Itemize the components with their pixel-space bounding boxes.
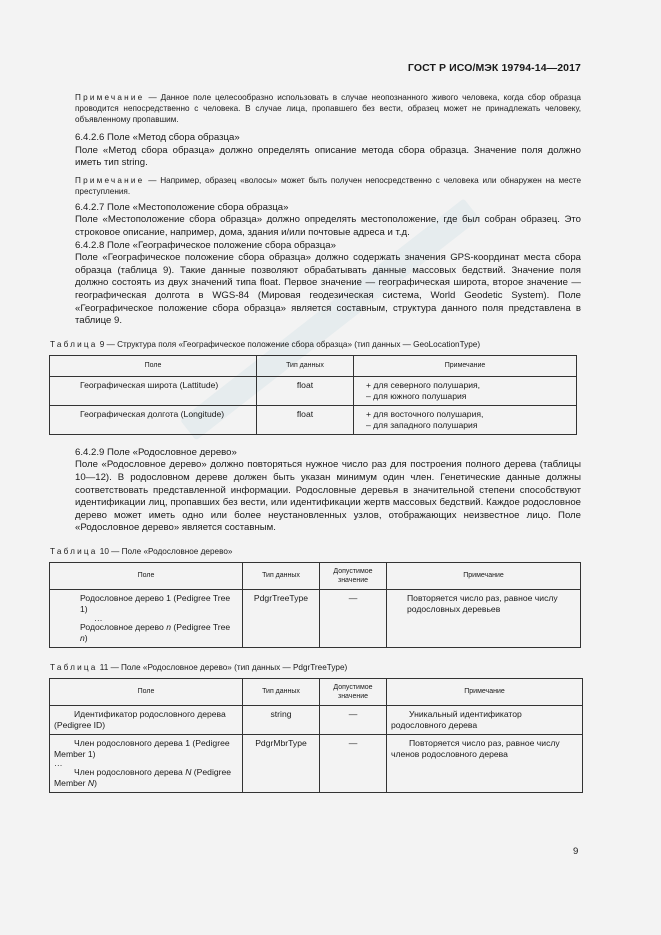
table-cell: string — [243, 705, 320, 734]
table-header-row — [50, 355, 577, 376]
note-label: Примечание — [75, 175, 145, 185]
table-10-caption — [50, 546, 581, 557]
table-cell: — — [320, 589, 387, 647]
text: N — [87, 777, 95, 788]
table-cell — [354, 405, 577, 434]
section-heading-6428: 6.4.2.8 Поле «Географическое положение сбора образца» — [75, 239, 336, 251]
table-row — [50, 705, 583, 734]
table-cell: — — [320, 734, 387, 792]
table-row — [50, 734, 583, 792]
table-10 — [49, 562, 581, 648]
table-9-caption — [50, 339, 581, 350]
table-cell: Уникальный идентификатор родословного дерева — [387, 705, 583, 734]
note-2 — [75, 175, 581, 197]
table-11 — [49, 678, 583, 793]
note-line: + для восточного полушария, — [366, 408, 484, 419]
table-label: Таблица — [50, 339, 98, 349]
table-cell — [50, 734, 243, 792]
paragraph-6426: Поле «Метод сбора образца» должно определять описание метода сбора образца. Значение поля должно иметь тип string. — [75, 144, 581, 169]
table-caption-text: 11 — Поле «Родословное дерево» (тип данных — PdgrTreeType) — [97, 662, 348, 672]
table-row — [50, 376, 577, 405]
text: n — [80, 632, 85, 643]
table-header-row — [50, 678, 583, 705]
text: ) — [84, 632, 88, 643]
table-cell: float — [257, 405, 354, 434]
table-cell: Географическая долгота (Longitude) — [50, 405, 257, 434]
text: Родословное дерево — [80, 621, 167, 632]
table-row — [50, 405, 577, 434]
table-cell: Повторяется число раз, равное числу родословных деревьев — [387, 589, 581, 647]
column-header: Допустимое значение — [320, 562, 387, 589]
column-header: Тип данных — [243, 562, 320, 589]
field-line — [80, 622, 238, 644]
paragraph-6429: Поле «Родословное дерево» должно повторяться нужное число раз для построения полного дерева (таблицы 10—12). В родословном дереве должен быть указан минимум один член. Генетические данные должны соответствовать представленной информации. Родословные деревья в значительной степени способствуют идентификации лиц, пропавших без вести, или идентификации жертв массовых бедствий. Каждое родословное дерево может иметь одно или более неустановленных узлов, отображающих неизвестное лицо. Поле «Родословное дерево» является составным. — [75, 459, 581, 534]
note-line: + для северного полушария, — [366, 379, 481, 390]
column-header: Примечание — [387, 678, 583, 705]
note-line: – для западного полушария — [366, 419, 478, 430]
note-label: Примечание — [75, 93, 145, 102]
page-number: 9 — [573, 846, 579, 857]
paragraph-6427: Поле «Местоположение сбора образца» должно определять местоположение, где был собран образец. Это строковое описание, например, дома, здания и/или почтовые адреса и т.д. — [75, 214, 581, 238]
table-cell — [354, 376, 577, 405]
column-header: Тип данных — [257, 355, 354, 376]
document-header: ГОСТ Р ИСО/МЭК 19794-14—2017 — [407, 62, 581, 74]
table-11-caption — [50, 662, 581, 673]
table-label: Таблица — [50, 546, 98, 556]
field-ellipsis: … — [54, 757, 63, 768]
text: ) — [94, 777, 97, 788]
field-line: Родословное дерево 1 (Pedigree Tree 1) — [80, 592, 231, 614]
text: (Pedigree Member — [54, 766, 232, 788]
table-header-row — [50, 562, 581, 589]
page-content — [50, 92, 581, 793]
table-label: Таблица — [50, 662, 98, 672]
note-text: — Например, образец «волосы» может быть получен непосредственно с человека или обнаружен на месте преступления. — [75, 175, 581, 196]
column-header: Примечание — [387, 562, 581, 589]
table-cell: — — [320, 705, 387, 734]
field-line: Член родословного дерева 1 (Pedigree Member 1) — [54, 737, 230, 759]
table-row — [50, 589, 581, 647]
note-text: — Данное поле целесообразно использовать в случае неопознанного живого человека, когда сбор образца проводится непосредственно с человека. В случае лица, пропавшего без вести, образец может не принадлежать человеку, объявленному пропавшим. — [75, 93, 581, 124]
table-9 — [49, 355, 577, 435]
column-header: Поле — [50, 562, 243, 589]
column-header: Поле — [50, 355, 257, 376]
note-1 — [75, 92, 581, 125]
section-heading-6429: 6.4.2.9 Поле «Родословное дерево» — [75, 446, 237, 458]
table-cell: Географическая широта (Lattitude) — [50, 376, 257, 405]
table-caption-text: 9 — Структура поля «Географическое положение сбора образца» (тип данных — GeoLocationType) — [97, 339, 481, 349]
field-ellipsis: … — [94, 612, 103, 623]
table-cell — [50, 589, 243, 647]
text: Член родословного дерева — [74, 766, 186, 777]
table-cell: float — [257, 376, 354, 405]
column-header: Допустимое значение — [320, 678, 387, 705]
table-cell: Повторяется число раз, равное числу членов родословного дерева — [387, 734, 583, 792]
column-header: Примечание — [354, 355, 577, 376]
column-header: Тип данных — [243, 678, 320, 705]
paragraph-6428: Поле «Географическое положение сбора образца» должно содержать значения GPS-координат места сбора образца (таблица 9). Такие данные позволяют обрабатывать данные массовых бедствий. Значение поля должно состоять из двух значений типа float. Первое значение — географическая широта, второе значение — географическая долгота в WGS-84 (Мировая геодезическая система, World Geodetic System). Поле «Географическое положение сбора образца» является составным, структура данного поля представлена в таблице 9. — [75, 252, 581, 327]
table-caption-text: 10 — Поле «Родословное дерево» — [97, 546, 233, 556]
text: N — [185, 766, 192, 777]
section-heading-6427: 6.4.2.7 Поле «Местоположение сбора образца» — [75, 201, 289, 213]
table-cell: PdgrTreeType — [243, 589, 320, 647]
field-line — [54, 767, 238, 789]
note-line: – для южного полушария — [366, 390, 467, 401]
text: (Pedigree Tree — [170, 621, 231, 632]
table-cell: Идентификатор родословного дерева (Pedigree ID) — [50, 705, 243, 734]
column-header: Поле — [50, 678, 243, 705]
text: n — [166, 621, 171, 632]
table-cell: PdgrMbrType — [243, 734, 320, 792]
section-heading-6426: 6.4.2.6 Поле «Метод сбора образца» — [75, 132, 240, 143]
